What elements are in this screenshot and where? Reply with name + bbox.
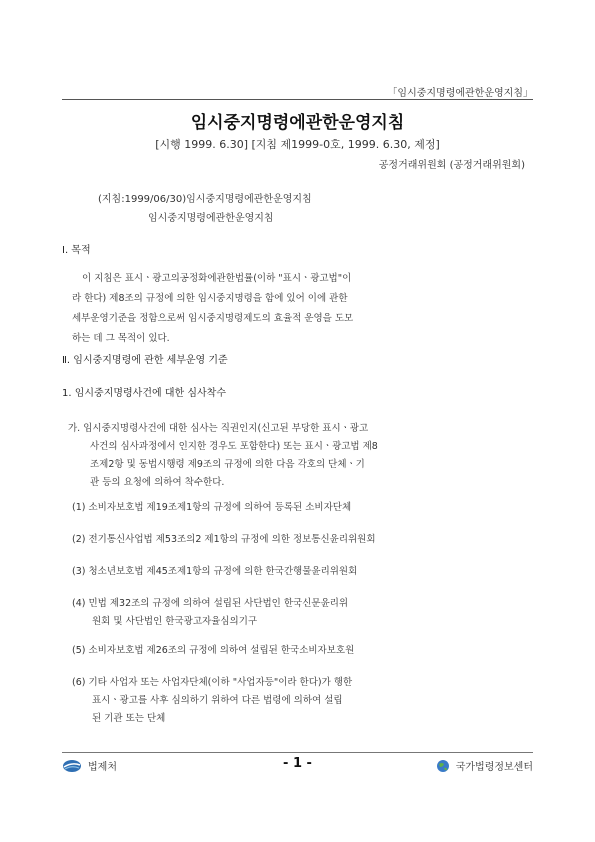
issuing-agency: 공정거래위원회 (공정거래위원회) (378, 160, 525, 171)
guideline-name: 임시중지명령에관한운영지침 (148, 213, 274, 224)
list-item: (4) 민법 제32조의 규정에 의하여 설립된 사단법인 한국신문윤리위 (72, 598, 349, 609)
purpose-line: 라 한다) 제8조의 규정에 의한 임시중지명령을 함에 있어 이에 관한 (72, 293, 348, 304)
guideline-note: (지침:1999/06/30)임시중지명령에관한운영지침 (98, 194, 312, 205)
footer-right (436, 758, 533, 773)
header-tag: 「임시중지명령에관한운영지침」 (387, 88, 533, 99)
footer-divider (62, 752, 533, 753)
document-meta: [시행 1999. 6.30] [지침 제1999-0호, 1999. 6.30, 제정] (155, 138, 440, 151)
sub-heading: 1. 임시중지명령사건에 대한 심사착수 (62, 388, 226, 399)
footer-right-label: 국가법령정보센터 (455, 762, 533, 773)
list-item-continuation: 된 기관 또는 단체 (92, 713, 166, 724)
purpose-line: 세부운영기준을 정함으로써 임시중지명령제도의 효율적 운영을 도모 (72, 313, 354, 324)
page-number: - 1 - (283, 756, 312, 771)
standards-heading: Ⅱ. 임시중지명령에 관한 세부운영 기준 (62, 355, 228, 366)
list-item-continuation: 표시ㆍ광고를 사후 심의하기 위하여 다른 법령에 의하여 설립 (92, 695, 343, 706)
document-title: 임시중지명령에관한운영지침 (190, 113, 405, 133)
header-divider (62, 99, 533, 100)
purpose-line: 이 지침은 표시ㆍ광고의공정화에관한법률(이하 "표시ㆍ광고법"이 (82, 273, 352, 284)
footer-left-label: 법제처 (88, 762, 117, 773)
clause-line: 관 등의 요청에 의하여 착수한다. (90, 477, 225, 488)
clause-line: 조제2항 및 동법시행령 제9조의 규정에 의한 다음 각호의 단체ㆍ기 (90, 459, 365, 470)
list-item: (5) 소비자보호법 제26조의 규정에 의하여 설립된 한국소비자보호원 (72, 645, 355, 656)
list-item-continuation: 원회 및 사단법인 한국광고자율심의기구 (92, 616, 258, 627)
list-item: (2) 전기통신사업법 제53조의2 제1항의 규정에 의한 정보통신윤리위원회 (72, 534, 376, 545)
globe-icon (436, 759, 450, 773)
list-item: (1) 소비자보호법 제19조제1항의 규정에 의하여 등록된 소비자단체 (72, 502, 352, 513)
purpose-line: 하는 데 그 목적이 있다. (72, 333, 170, 344)
purpose-heading: Ⅰ. 목적 (62, 245, 91, 256)
list-item: (3) 청소년보호법 제45조제1항의 규정에 의한 한국간행물윤리위원회 (72, 566, 358, 577)
list-item: (6) 기타 사업자 또는 사업자단체(이하 "사업자등"이라 한다)가 행한 (72, 677, 353, 688)
clause-line: 가. 임시중지명령사건에 대한 심사는 직권인지(신고된 부당한 표시ㆍ광고 (68, 423, 369, 434)
clause-line: 사건의 심사과정에서 인지한 경우도 포함한다) 또는 표시ㆍ광고법 제8 (90, 441, 378, 452)
